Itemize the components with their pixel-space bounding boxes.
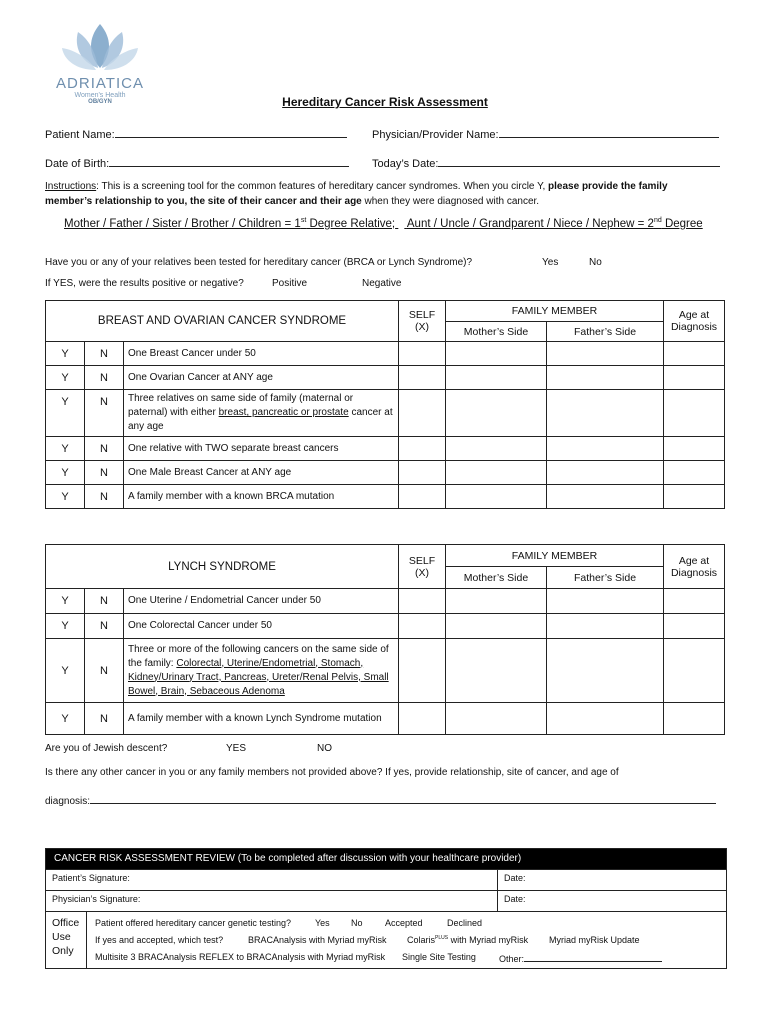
logo-tagline: Women's Health [74, 92, 126, 99]
fathers-side-cell[interactable] [547, 703, 664, 735]
fathers-side-cell[interactable] [547, 639, 664, 703]
age-cell[interactable] [664, 461, 725, 485]
yes-option[interactable]: Y [46, 461, 85, 485]
lynch-syndrome-table [45, 544, 725, 735]
mothers-side-cell[interactable] [446, 390, 547, 437]
yes-option[interactable]: Y [46, 614, 85, 639]
fathers-side-cell[interactable] [547, 461, 664, 485]
criteria-text: One Breast Cancer under 50 [124, 342, 399, 366]
criteria-text: One relative with TWO separate breast cancers [124, 437, 399, 461]
yes-option[interactable]: Y [46, 366, 85, 390]
age-header: Age at Diagnosis [664, 301, 725, 342]
criteria-text: One Male Breast Cancer at ANY age [124, 461, 399, 485]
yes-option[interactable]: Y [46, 437, 85, 461]
criteria-text: One Uterine / Endometrial Cancer under 50 [124, 589, 399, 614]
lynch-heading: LYNCH SYNDROME [46, 545, 399, 589]
yes-option[interactable]: Y [46, 342, 85, 366]
second-degree: Aunt / Uncle / Grandparent / Niece / Nephew = 2nd Degree [406, 217, 703, 230]
no-option[interactable]: N [85, 437, 124, 461]
results-negative-option[interactable]: Negative [362, 278, 402, 289]
review-section [45, 848, 727, 969]
no-option[interactable]: N [85, 589, 124, 614]
diagnosis-field[interactable] [45, 791, 716, 807]
self-header: SELF (X) [399, 301, 446, 342]
age-cell[interactable] [664, 485, 725, 509]
patient-signature-label: Patient’s Signature: [52, 873, 130, 883]
no-option[interactable]: N [85, 703, 124, 735]
no-option[interactable]: N [85, 639, 124, 703]
fathers-side-cell[interactable] [547, 390, 664, 437]
tested-yes-option[interactable]: Yes [542, 257, 559, 268]
age-cell[interactable] [664, 639, 725, 703]
mothers-side-cell[interactable] [446, 342, 547, 366]
physician-signature-label: Physician’s Signature: [52, 894, 141, 904]
mothers-side-cell[interactable] [446, 639, 547, 703]
logo [50, 20, 150, 105]
offered-no-option[interactable]: No [351, 918, 363, 928]
self-cell[interactable] [399, 461, 446, 485]
instructions-tail: when they were diagnosed with cancer. [361, 196, 540, 207]
results-question: If YES, were the results positive or negative? [45, 278, 244, 289]
which-test-question: If yes and accepted, which test? [95, 935, 224, 945]
degree-legend [64, 217, 703, 230]
age-cell[interactable] [664, 589, 725, 614]
mothers-side-cell[interactable] [446, 437, 547, 461]
age-cell[interactable] [664, 390, 725, 437]
fathers-side-cell[interactable] [547, 366, 664, 390]
patient-name-field[interactable] [45, 125, 347, 141]
self-cell[interactable] [399, 366, 446, 390]
no-option[interactable]: N [85, 390, 124, 437]
self-cell[interactable] [399, 390, 446, 437]
patient-name-label: Patient Name: [45, 129, 115, 141]
declined-option[interactable]: Declined [447, 918, 483, 928]
age-cell[interactable] [664, 437, 725, 461]
breast-heading: BREAST AND OVARIAN CANCER SYNDROME [46, 301, 399, 342]
fathers-side-cell[interactable] [547, 437, 664, 461]
mothers-side-header: Mother’s Side [446, 567, 547, 589]
instructions-label: Instructions [45, 181, 97, 192]
mothers-side-cell[interactable] [446, 589, 547, 614]
mothers-side-cell[interactable] [446, 614, 547, 639]
other-cancer-question: Is there any other cancer in you or any family members not provided above? If yes, provide relationship, site of cancer, and age of [45, 767, 619, 778]
self-cell[interactable] [399, 485, 446, 509]
jewish-no-option[interactable]: NO [317, 743, 332, 754]
criteria-text: A family member with a known Lynch Syndrome mutation [124, 703, 399, 735]
yes-option[interactable]: Y [46, 390, 85, 437]
no-option[interactable]: N [85, 461, 124, 485]
instructions-bold: please provide the family member’s relationship to you, the site of their cancer and their age [45, 181, 668, 207]
criteria-text: One Colorectal Cancer under 50 [124, 614, 399, 639]
mothers-side-cell[interactable] [446, 485, 547, 509]
criteria-text: Three or more of the following cancers on the same side of the family: Colorectal, Uterine/Endometrial, Stomach, Kidney/Urinary Tract, Pancreas, Ureter/Renal Pelvis, Small Bowel, Brain, Sebaceous Adenoma [124, 639, 399, 703]
lotus-logo-icon [50, 20, 150, 72]
tested-no-option[interactable]: No [589, 257, 602, 268]
office-use-label: Office Use Only [46, 912, 87, 968]
yes-option[interactable]: Y [46, 589, 85, 614]
family-member-header: FAMILY MEMBER [446, 301, 664, 322]
patient-signature-field[interactable] [46, 870, 498, 890]
fathers-side-cell[interactable] [547, 589, 664, 614]
physician-date-field[interactable] [498, 891, 726, 911]
criteria-text: Three relatives on same side of family (maternal or paternal) with either breast, pancreatic or prostate cancer at any age [124, 390, 399, 437]
jewish-question: Are you of Jewish descent? [45, 743, 168, 754]
self-header: SELF (X) [399, 545, 446, 589]
no-option[interactable]: N [85, 614, 124, 639]
single-site-option[interactable]: Single Site Testing [402, 952, 476, 962]
logo-tagline-2: OB/GYN [88, 99, 112, 105]
age-cell[interactable] [664, 614, 725, 639]
page-title: Hereditary Cancer Risk Assessment [282, 95, 488, 109]
no-option[interactable]: N [85, 342, 124, 366]
yes-option[interactable]: Y [46, 485, 85, 509]
mothers-side-cell[interactable] [446, 366, 547, 390]
self-cell[interactable] [399, 614, 446, 639]
no-option[interactable]: N [85, 485, 124, 509]
review-header: CANCER RISK ASSESSMENT REVIEW (To be completed after discussion with your healthcare provider) [46, 849, 726, 869]
criteria-text: One Ovarian Cancer at ANY age [124, 366, 399, 390]
other-test-field[interactable]: Other: [499, 952, 662, 964]
fathers-side-cell[interactable] [547, 342, 664, 366]
age-header: Age at Diagnosis [664, 545, 725, 589]
mothers-side-header: Mother’s Side [446, 322, 547, 342]
todays-date-label: Today’s Date: [372, 158, 439, 170]
jewish-yes-option[interactable]: YES [226, 743, 247, 754]
instructions-text: : This is a screening tool for the common features of hereditary cancer syndromes. When you circle Y, [96, 181, 549, 192]
yes-option[interactable]: Y [46, 703, 85, 735]
colaris-plus-option[interactable]: Colaris$^{PLUS}$ with Myriad myRisk [407, 935, 529, 945]
logo-name: ADRIATICA [56, 75, 144, 92]
age-cell[interactable] [664, 342, 725, 366]
results-positive-option[interactable]: Positive [272, 278, 308, 289]
self-cell[interactable] [399, 437, 446, 461]
age-cell[interactable] [664, 703, 725, 735]
mothers-side-cell[interactable] [446, 461, 547, 485]
age-cell[interactable] [664, 366, 725, 390]
dob-field[interactable] [45, 154, 349, 170]
date-label: Date: [504, 894, 526, 904]
self-cell[interactable] [399, 342, 446, 366]
date-label: Date: [504, 873, 526, 883]
no-option[interactable]: N [85, 366, 124, 390]
fathers-side-cell[interactable] [547, 614, 664, 639]
fathers-side-cell[interactable] [547, 485, 664, 509]
accepted-option[interactable]: Accepted [385, 918, 423, 928]
office-use-options [87, 912, 726, 968]
family-member-header: FAMILY MEMBER [446, 545, 664, 567]
offered-yes-option[interactable]: Yes [315, 918, 330, 928]
instructions [45, 179, 705, 209]
self-cell[interactable] [399, 589, 446, 614]
yes-option[interactable]: Y [46, 639, 85, 703]
diagnosis-label: diagnosis: [45, 796, 91, 807]
physician-name-field[interactable] [372, 125, 719, 141]
testing-offered-question: Patient offered hereditary cancer genetic testing? [95, 918, 291, 928]
first-degree: Mother / Father / Sister / Brother / Children = 1st Degree Relative; [64, 217, 396, 230]
criteria-text: A family member with a known BRCA mutation [124, 485, 399, 509]
tested-question: Have you or any of your relatives been tested for hereditary cancer (BRCA or Lynch Syndrome)? [45, 257, 473, 268]
self-cell[interactable] [399, 703, 446, 735]
fathers-side-header: Father’s Side [547, 567, 664, 589]
multisite-reflex-option[interactable]: Multisite 3 BRACAnalysis REFLEX to BRACAnalysis with Myriad myRisk [95, 952, 386, 962]
fathers-side-header: Father’s Side [547, 322, 664, 342]
physician-signature-field[interactable] [46, 891, 498, 911]
bracanalysis-myrisk-option[interactable]: BRACAnalysis with Myriad myRisk [248, 935, 387, 945]
dob-label: Date of Birth: [45, 158, 110, 170]
patient-date-field[interactable] [498, 870, 726, 890]
physician-name-label: Physician/Provider Name: [372, 129, 499, 141]
mothers-side-cell[interactable] [446, 703, 547, 735]
todays-date-field[interactable] [372, 154, 720, 170]
breast-ovarian-table [45, 300, 725, 509]
myrisk-update-option[interactable]: Myriad myRisk Update [549, 935, 640, 945]
self-cell[interactable] [399, 639, 446, 703]
